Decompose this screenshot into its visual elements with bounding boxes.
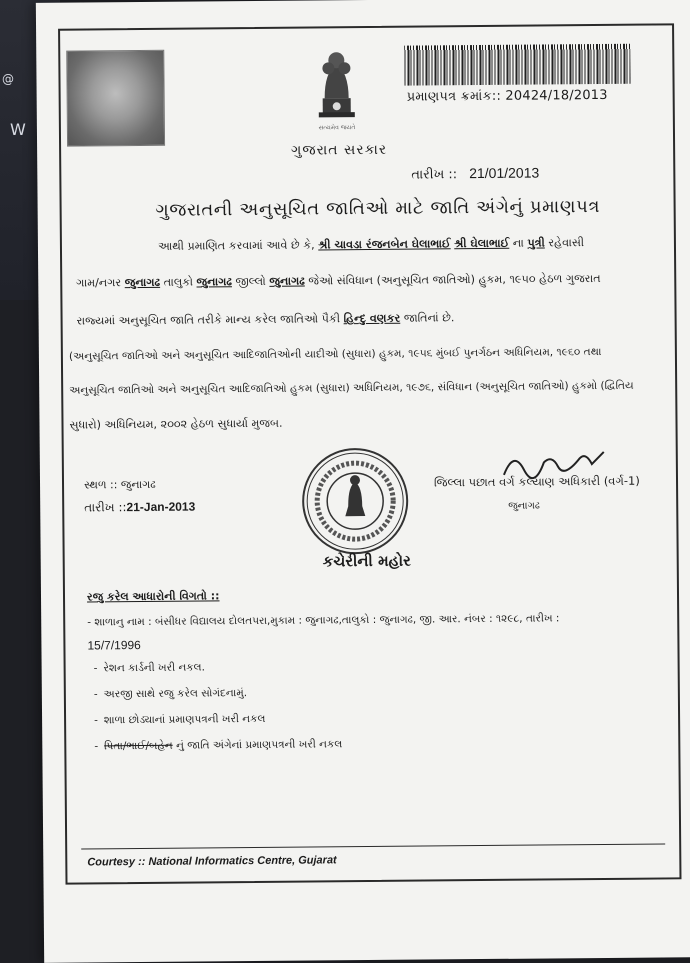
school-detail: - શાળાનુ નામ : બંસીધર વિદ્યાલય દોલતપરા,મુકામ : જુનાગઢ,તાલુકો : જુનાગઢ, જી. આર. નંબર : ૧૨૯૮, તારીખ : [87, 612, 560, 629]
body-line-1: આથી પ્રમાણિત કરવામાં આવે છે કે, શ્રી ચાવડા રંજનબેન ઘેલાભાઈ શ્રી ઘેલાભાઈ ના પુત્રી રહેવાસી [157, 236, 585, 253]
document-item: - પિતા/ભાઈ/બહેન નું જાતિ અંગેનાં પ્રમાણપત્રની ખરી નકલ [94, 738, 343, 753]
school-date: 15/7/1996 [87, 638, 141, 653]
document-item: - શાળા છોડ્યાનાં પ્રમાણપત્રની ખરી નકલ [94, 712, 266, 727]
w-key-label: W [10, 120, 26, 139]
office-seal-icon [300, 446, 411, 557]
certificate-paper [36, 0, 690, 963]
certificate-barcode [404, 44, 630, 86]
documents-heading: રજુ કરેલ આધારોની વિગતો :: [86, 589, 220, 604]
document-item: - રેશન કાર્ડની ખરી નકલ. [93, 661, 205, 675]
body-line-2: ગામ/નગર જુનાગઢ તાલુકો જુનાગઢ જીલ્લો જુનાગઢ જેઓ સંવિધાન (અનુસૂચિત જાતિઓ) હુકમ, ૧૯૫૦ હેઠળ ગુજરાત [76, 271, 601, 290]
body-line-5: અનુસૂચિત જાતિઓ અને અનુસૂચિત આદિજાતિઓ હુકમ (સુધારા) અધિનિયમ, ૧૯૭૬, સંવિધાન (અનુસૂચિત જાતિઓ) હુકમો (દ્વિતિય [69, 379, 634, 397]
seal-label: કચેરીની મહોર [322, 551, 411, 571]
certificate-title: ગુજરાતની અનુસૂચિત જાતિઓ માટે જાતિ અંગેનું પ્રમાણપત્ર [155, 195, 601, 221]
ashoka-emblem-icon [306, 42, 367, 129]
body-line-4: (અનુસૂચિત જાતિઓ અને અનુસૂચિત આદિજાતિઓની યાદીઓ (સુધારા) હુકમ, ૧૯૫૬ મુંબઈ પુનર્ગઠન અધિનિયમ, ૧૯૬૦ તથા [68, 345, 602, 363]
at-key-label: @ [2, 72, 14, 86]
issue-date-field: તારીખ ::21-Jan-2013 [84, 499, 196, 515]
document-item: - અરજી સાથે રજુ કરેલ સોગંદનામું. [93, 687, 248, 701]
applicant-photo [66, 50, 165, 147]
officer-place: જુનાગઢ [508, 500, 540, 512]
place-field: સ્થળ :: જુનાગઢ [83, 477, 156, 492]
certificate-number: પ્રમાણપત્ર ક્રમાંક:: 20424/18/2013 [406, 87, 608, 105]
header-date: તારીખ :: 21/01/2013 [411, 164, 540, 183]
courtesy-note: Courtesy :: National Informatics Centre, Gujarat [87, 854, 337, 869]
body-line-3: રાજ્યમાં અનુસૂચિત જાતિ તરીકે માન્ય કરેલ જાતિઓ પૈકી હિન્દુ વણકર જાતિનાં છે. [76, 311, 455, 328]
body-line-6: સુધારો) અધિનિયમ, ૨૦૦૨ હેઠળ સુધાર્યા મુજબ. [69, 416, 283, 432]
emblem-motto: સત્યમેવ જયતે [318, 124, 356, 132]
officer-designation: જિલ્લા પછાત વર્ગ કલ્યાણ અધિકારી (વર્ગ-1) [433, 473, 640, 490]
government-heading: ગુજરાત સરકાર [291, 141, 388, 159]
footer-divider [81, 843, 665, 849]
certificate-frame [58, 23, 681, 884]
